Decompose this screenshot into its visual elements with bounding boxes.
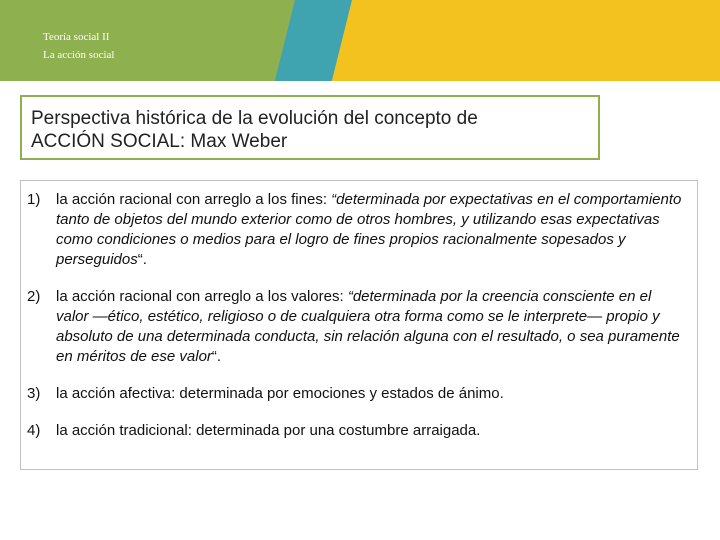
header-banner — [0, 0, 720, 81]
lesson-name: La acción social — [43, 49, 115, 61]
list-item-plain: la acción afectiva: determinada por emociones y estados de ánimo. — [56, 385, 504, 402]
list-item-number: 3) — [27, 385, 41, 402]
list-item-text — [56, 190, 685, 270]
header-text — [43, 28, 114, 64]
header-yellow-stripe — [332, 0, 720, 81]
list-item-number: 1) — [27, 191, 41, 208]
list-item-plain: la acción tradicional: determinada por una costumbre arraigada. — [56, 422, 481, 439]
list-item-emphasis: “determinada por expectativas en el comportamiento tanto de objetos del mundo exterior como de otros hombres, y utilizando esas expectativas como condiciones o medios para el logro de fines propios racionalmente sopesados y perseguidos — [56, 191, 682, 268]
slide-title-line-1: Perspectiva histórica de la evolución del concepto de — [31, 108, 478, 129]
list-item-emphasis: “determinada por la creencia consciente en el valor —ético, estético, religioso o de cualquiera otra forma como se le interprete— propio y absoluto de una determinada conducta, sin relación alguna con el resultado, o sea puramente en méritos de ese valor — [56, 288, 680, 365]
slide-title — [20, 95, 600, 160]
list-item-number: 2) — [27, 288, 41, 305]
list-item-plain: la acción racional con arreglo a los fines: — [56, 191, 332, 208]
list-item — [27, 287, 685, 367]
list-item — [27, 190, 685, 270]
list-item-tail: “. — [137, 251, 147, 268]
list-item-text — [56, 421, 685, 441]
list-item — [27, 421, 685, 441]
list-item-text — [56, 287, 685, 367]
slide-title-line-2: ACCIÓN SOCIAL: Max Weber — [31, 131, 288, 152]
content-list — [20, 180, 698, 470]
list-item-plain: la acción racional con arreglo a los valores: — [56, 288, 348, 305]
list-item-text — [56, 384, 685, 404]
list-item-number: 4) — [27, 422, 41, 439]
course-name: Teoría social II — [43, 31, 110, 43]
list-item-tail: “. — [211, 348, 222, 365]
list-item — [27, 384, 685, 404]
